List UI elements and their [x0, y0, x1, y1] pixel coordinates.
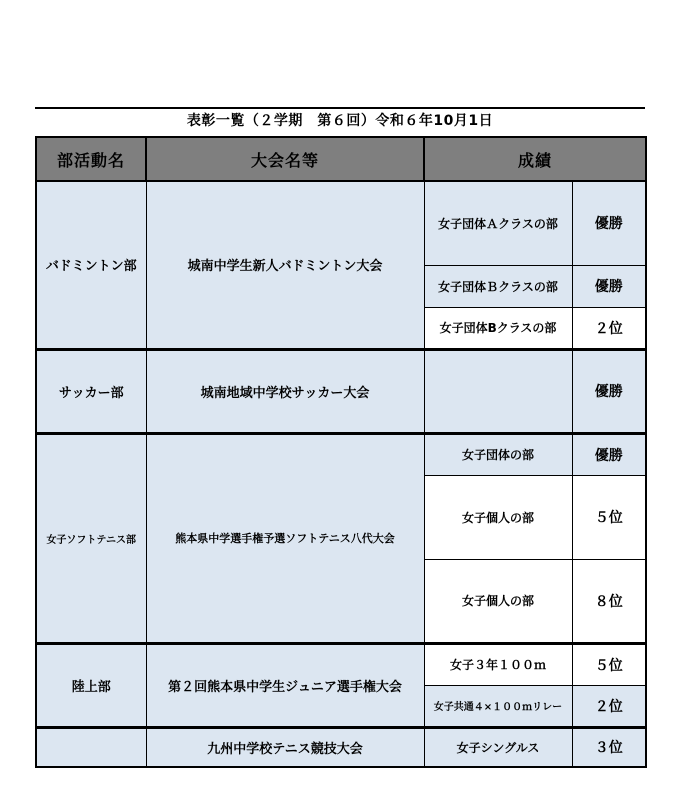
category-cell: 女子個人の部 [424, 559, 572, 643]
club-cell: サッカー部 [36, 349, 146, 433]
tournament-cell: 九州中学校テニス競技大会 [146, 727, 424, 767]
tournament-cell: 城南中学生新人バドミントン大会 [146, 181, 424, 349]
tournament-cell: 第２回熊本県中学生ジュニア選手権大会 [146, 643, 424, 727]
category-cell: 女子共通４×１００ｍリレー [424, 685, 572, 727]
title-rule [35, 107, 645, 109]
table-row [36, 643, 646, 685]
rank-cell: 優勝 [572, 433, 646, 475]
rank-cell: ５位 [572, 475, 646, 559]
club-cell: バドミントン部 [36, 181, 146, 349]
club-cell: 女子ソフトテニス部 [36, 433, 146, 643]
table-row [36, 349, 646, 433]
awards-table [35, 136, 647, 768]
category-cell: 女子３年１００ｍ [424, 643, 572, 685]
rank-cell: 優勝 [572, 265, 646, 307]
rank-cell: 優勝 [572, 349, 646, 433]
club-cell: 陸上部 [36, 643, 146, 727]
category-cell: 女子団体Bクラスの部 [424, 307, 572, 349]
table-row [36, 433, 646, 475]
category-cell: 女子個人の部 [424, 475, 572, 559]
club-cell [36, 727, 146, 767]
header-row [36, 137, 646, 181]
rank-cell: ２位 [572, 307, 646, 349]
rank-cell: 優勝 [572, 181, 646, 265]
category-cell: 女子団体の部 [424, 433, 572, 475]
header-tournament: 大会名等 [146, 137, 424, 181]
category-cell [424, 349, 572, 433]
tournament-cell: 城南地域中学校サッカー大会 [146, 349, 424, 433]
rank-cell: ５位 [572, 643, 646, 685]
header-result: 成績 [424, 137, 646, 181]
page-title: 表彰一覧（２学期 第６回）令和６年10月1日 [186, 113, 494, 129]
category-cell: 女子団体Ｂクラスの部 [424, 265, 572, 307]
table-row [36, 727, 646, 767]
rank-cell: ８位 [572, 559, 646, 643]
header-club: 部活動名 [36, 137, 146, 181]
category-cell: 女子団体Ａクラスの部 [424, 181, 572, 265]
tournament-cell: 熊本県中学選手権予選ソフトテニス八代大会 [146, 433, 424, 643]
rank-cell: ３位 [572, 727, 646, 767]
table-row [36, 181, 646, 265]
category-cell: 女子シングルス [424, 727, 572, 767]
rank-cell: ２位 [572, 685, 646, 727]
